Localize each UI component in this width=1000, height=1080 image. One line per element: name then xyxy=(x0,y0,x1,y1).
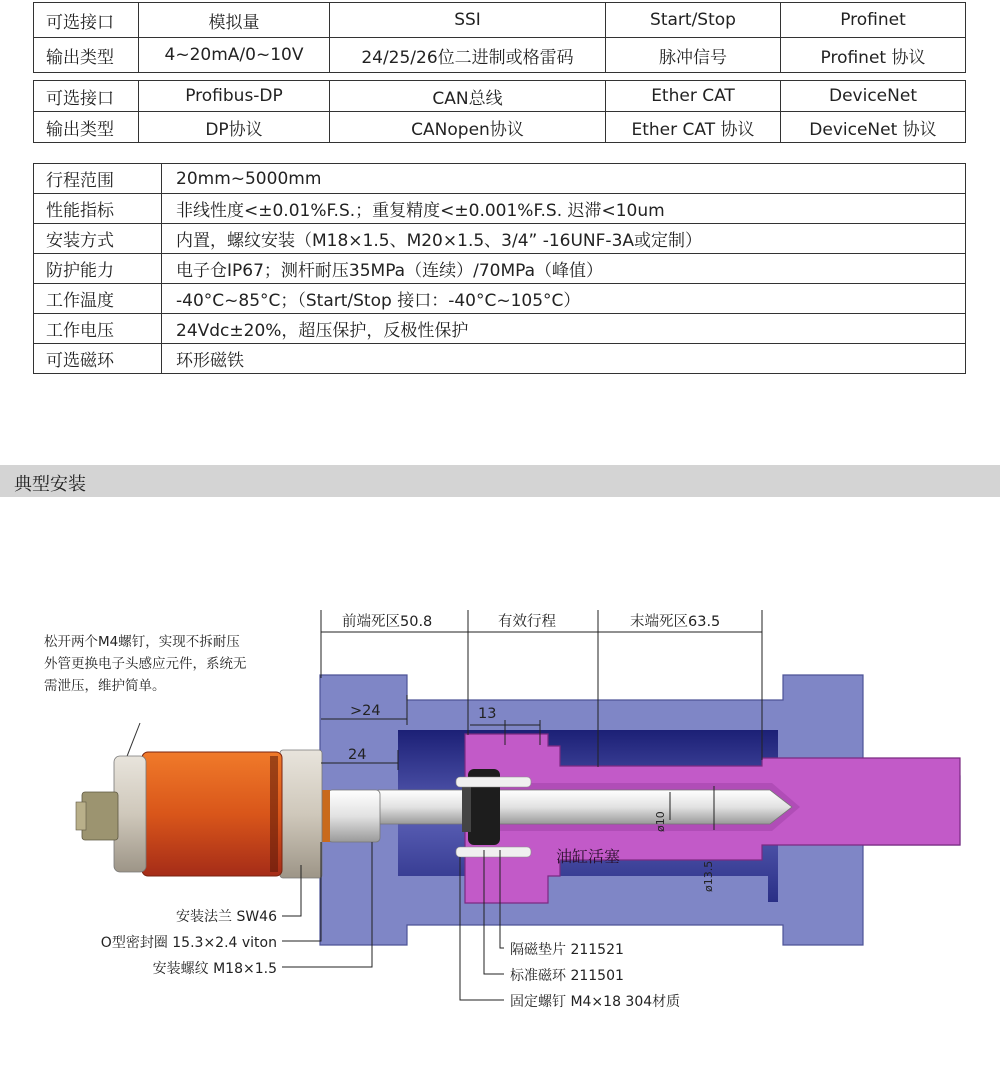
dim-front-dead-zone: 前端死区50.8 xyxy=(342,614,433,630)
connector xyxy=(82,792,118,840)
table-cell: Start/Stop xyxy=(606,3,781,38)
table-row xyxy=(34,194,966,224)
dim-d10: ø10 xyxy=(654,811,667,832)
screw-top xyxy=(456,777,531,787)
spec-label: 工作温度 xyxy=(34,284,162,314)
table-cell: 24/25/26位二进制或格雷码 xyxy=(330,38,606,73)
interface-table-2 xyxy=(33,80,966,143)
table-row xyxy=(34,284,966,314)
sensor-band xyxy=(270,756,278,872)
dim-effective-stroke: 有效行程 xyxy=(498,614,556,630)
table-cell: 4~20mA/0~10V xyxy=(139,38,330,73)
spec-label: 安装方式 xyxy=(34,224,162,254)
table-cell: Profinet 协议 xyxy=(781,38,966,73)
spec-label: 防护能力 xyxy=(34,254,162,284)
table-row xyxy=(34,3,966,38)
table-cell: 输出类型 xyxy=(34,38,139,73)
table-cell: 脉冲信号 xyxy=(606,38,781,73)
table-cell: Profinet xyxy=(781,3,966,38)
spec-table xyxy=(33,163,966,374)
spec-value: 电子仓IP67；测杆耐压35MPa（连续）/70MPa（峰值） xyxy=(162,254,966,284)
callout-screw: 固定螺钉 M4×18 304材质 xyxy=(510,994,681,1010)
table-row xyxy=(34,38,966,73)
sensor-housing xyxy=(142,752,282,876)
table-row xyxy=(34,314,966,344)
spec-label: 工作电压 xyxy=(34,314,162,344)
note-line-3: 需泄压，维护简单。 xyxy=(44,678,166,694)
piston-label: 油缸活塞 xyxy=(556,847,621,866)
spec-value: 环形磁铁 xyxy=(162,344,966,374)
table-cell: 模拟量 xyxy=(139,3,330,38)
table-cell: 可选接口 xyxy=(34,3,139,38)
section-header xyxy=(0,465,1000,497)
table-row xyxy=(34,224,966,254)
table-cell: DeviceNet xyxy=(781,81,966,112)
note-line-1: 松开两个M4螺钉，实现不拆耐压 xyxy=(44,634,240,650)
connector-nut xyxy=(76,802,86,830)
sensor-rod xyxy=(378,790,792,824)
spec-label: 可选磁环 xyxy=(34,344,162,374)
spec-value: 非线性度<±0.01%F.S.；重复精度<±0.001%F.S. 迟滞<10um xyxy=(162,194,966,224)
mount-flange xyxy=(280,750,322,878)
table-cell: CANopen协议 xyxy=(330,112,606,143)
screw-bottom xyxy=(456,847,531,857)
callout-flange: 安装法兰 SW46 xyxy=(176,909,277,925)
dim-gt24: >24 xyxy=(350,703,381,719)
table-row xyxy=(34,112,966,143)
table-cell: Ether CAT xyxy=(606,81,781,112)
table-cell: 可选接口 xyxy=(34,81,139,112)
table-cell: 输出类型 xyxy=(34,112,139,143)
callout-spacer: 隔磁垫片 211521 xyxy=(510,942,624,958)
dim-end-dead-zone: 末端死区63.5 xyxy=(630,614,721,630)
table-cell: SSI xyxy=(330,3,606,38)
table-cell: Ether CAT 协议 xyxy=(606,112,781,143)
spec-value: 20mm~5000mm xyxy=(162,164,966,194)
dim-13: 13 xyxy=(478,706,497,722)
table-cell: CAN总线 xyxy=(330,81,606,112)
callout-thread: 安装螺纹 M18×1.5 xyxy=(152,961,277,977)
installation-diagram xyxy=(0,520,1000,1080)
table-cell: DeviceNet 协议 xyxy=(781,112,966,143)
spec-value: 内置，螺纹安装（M18×1.5、M20×1.5、3/4” -16UNF-3A或定制） xyxy=(162,224,966,254)
section-title: 典型安装 xyxy=(14,474,86,495)
table-row xyxy=(34,164,966,194)
callout-magnet: 标准磁环 211501 xyxy=(510,968,624,984)
table-row xyxy=(34,81,966,112)
table-cell: DP协议 xyxy=(139,112,330,143)
dim-24: 24 xyxy=(348,747,367,763)
table-row xyxy=(34,344,966,374)
table-row xyxy=(34,254,966,284)
spec-label: 性能指标 xyxy=(34,194,162,224)
spec-label: 行程范围 xyxy=(34,164,162,194)
table-cell: Profibus-DP xyxy=(139,81,330,112)
spec-value: 24Vdc±20%，超压保护，反极性保护 xyxy=(162,314,966,344)
spec-value: -40°C~85°C；（Start/Stop 接口：-40°C~105°C） xyxy=(162,284,966,314)
interface-table-1 xyxy=(33,2,966,73)
dim-d135: ø13.5 xyxy=(702,860,715,892)
sensor-cap xyxy=(114,756,146,872)
magnet-spacer xyxy=(462,782,471,832)
callout-o-ring: O型密封圈 15.3×2.4 viton xyxy=(100,935,277,951)
note-line-2: 外管更换电子头感应元件，系统无 xyxy=(44,656,247,672)
bore-upper-wall xyxy=(398,704,768,730)
rod-flange xyxy=(328,790,380,842)
